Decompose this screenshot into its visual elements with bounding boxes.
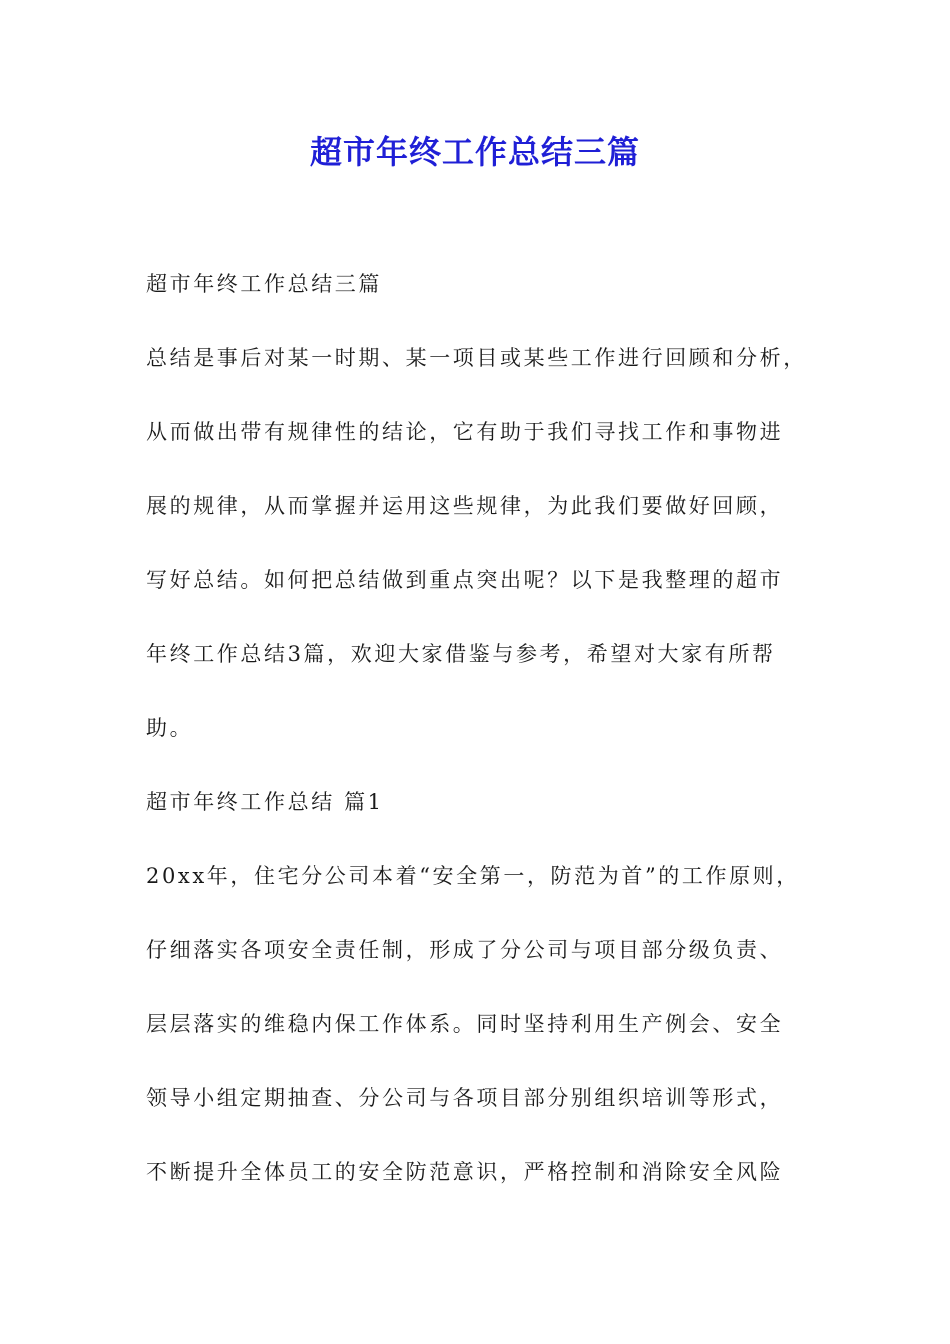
body-line: 仔细落实各项安全责任制，形成了分公司与项目部分级负责、	[146, 938, 784, 962]
body-line: 20xx年，住宅分公司本着“安全第一，防范为首”的工作原则，	[146, 864, 800, 888]
body-line: 从而做出带有规律性的结论，它有助于我们寻找工作和事物进	[146, 420, 784, 444]
document-body	[146, 262, 816, 1224]
body-line: 年终工作总结3篇，欢迎大家借鉴与参考，希望对大家有所帮	[146, 642, 776, 666]
body-line: 展的规律，从而掌握并运用这些规律，为此我们要做好回顾，	[146, 494, 784, 518]
body-line: 领导小组定期抽查、分公司与各项目部分别组织培训等形式，	[146, 1086, 784, 1110]
body-line: 总结是事后对某一时期、某一项目或某些工作进行回顾和分析，	[146, 346, 807, 370]
section-heading: 超市年终工作总结 篇1	[146, 790, 384, 814]
document-title: 超市年终工作总结三篇	[309, 133, 640, 171]
body-line: 层层落实的维稳内保工作体系。同时坚持利用生产例会、安全	[146, 1012, 784, 1036]
body-line: 不断提升全体员工的安全防范意识，严格控制和消除安全风险	[146, 1160, 784, 1184]
body-line: 写好总结。如何把总结做到重点突出呢？以下是我整理的超市	[146, 568, 784, 592]
body-line: 超市年终工作总结三篇	[146, 272, 382, 296]
body-line: 助。	[146, 716, 194, 740]
